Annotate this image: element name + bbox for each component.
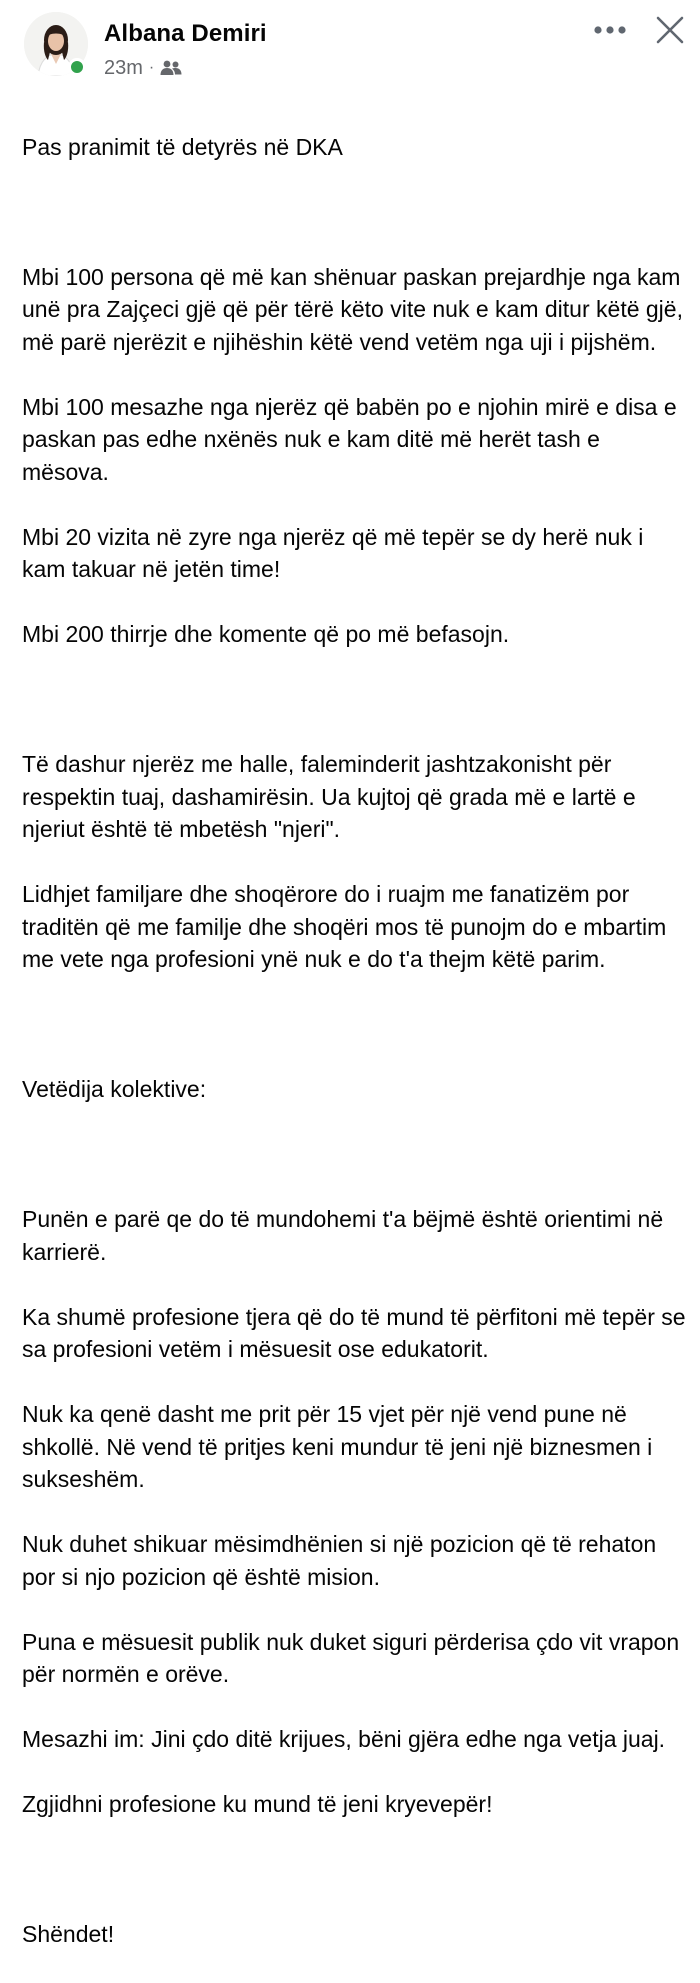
- paragraph-spacer: [22, 1008, 692, 1041]
- paragraph-spacer: [22, 196, 692, 229]
- post-paragraph: Mbi 20 vizita në zyre nga njerëz që më tepër se dy herë nuk i kam takuar në jetën time!: [22, 523, 644, 582]
- close-icon: [655, 15, 685, 45]
- online-status-dot: [68, 58, 86, 76]
- post-paragraph: Nuk ka qenë dasht me prit për 15 vjet për një vend pune në shkollë. Në vend të pritjes keni mundur të jeni një biznesmen i sukseshëm.: [22, 1401, 653, 1492]
- post-body: [22, 98, 692, 1983]
- post-signoff: Shëndet!: [22, 1921, 115, 1947]
- post-time[interactable]: 23m: [104, 56, 143, 79]
- post-paragraph: Mbi 200 thirrje dhe komente që po më befasojn.: [22, 621, 510, 647]
- post-paragraph: Ka shumë profesione tjera që do të mund të përfitoni më tepër se sa profesioni vetëm i mësuesit ose edukatorit.: [22, 1303, 686, 1362]
- author-name[interactable]: Albana Demiri: [104, 20, 267, 47]
- more-options-button[interactable]: [588, 14, 632, 46]
- paragraph-spacer: [22, 683, 692, 716]
- post-paragraph: Të dashur njerëz me halle, faleminderit jashtzakonisht për respektin tuaj, dashamirësin. Ua kujtoj që grada më e lartë e njeriut është të mbetësh "njeri".: [22, 751, 636, 842]
- paragraph-spacer: [22, 1138, 692, 1171]
- post-header: [0, 0, 700, 92]
- post-paragraph: Punën e parë qe do të mundohemi t'a bëjmë është orientimi në karrierë.: [22, 1206, 664, 1265]
- meta-separator: ·: [148, 59, 155, 76]
- post-paragraph: Lidhjet familjare dhe shoqërore do i ruajm me fanatizëm por traditën që me familje dhe shoqëri mos të punojm do e mbartim me vete nga profesioni ynë nuk e do t'a thejm këtë parim.: [22, 881, 667, 972]
- post-meta: [104, 56, 182, 80]
- post-paragraph: Mbi 100 mesazhe nga njerëz që babën po e njohin mirë e disa e paskan pas edhe nxënës nuk e kam ditë më herët tash e mësova.: [22, 393, 677, 485]
- close-button[interactable]: [650, 10, 690, 50]
- friends-icon[interactable]: [160, 59, 182, 77]
- section-heading: Vetëdija kolektive:: [22, 1076, 207, 1102]
- post-paragraph: Pas pranimit të detyrës në DKA: [22, 133, 343, 160]
- paragraph-spacer: [22, 1853, 692, 1886]
- more-horizontal-icon: [593, 25, 627, 35]
- post-paragraph: Puna e mësuesit publik nuk duket siguri përderisa çdo vit vrapon për normën e orëve.: [22, 1628, 680, 1687]
- post-paragraph: Mbi 100 persona që më kan shënuar paskan prejardhje nga kam unë pra Zajçeci gjë që për tërë këto vite nuk e kam ditur këtë gjë, më parë njerëzit e njihëshin këtë vend vetëm nga uji i pijshëm.: [22, 263, 683, 355]
- post-paragraph: Zgjidhni profesione ku mund të jeni kryevepër!: [22, 1791, 493, 1817]
- post-paragraph: Nuk duhet shikuar mësimdhënien si një pozicion që të rehaton por si njo pozicion që është mision.: [22, 1531, 657, 1590]
- post-paragraph: Mesazhi im: Jini çdo ditë krijues, bëni gjëra edhe nga vetja juaj.: [22, 1726, 666, 1752]
